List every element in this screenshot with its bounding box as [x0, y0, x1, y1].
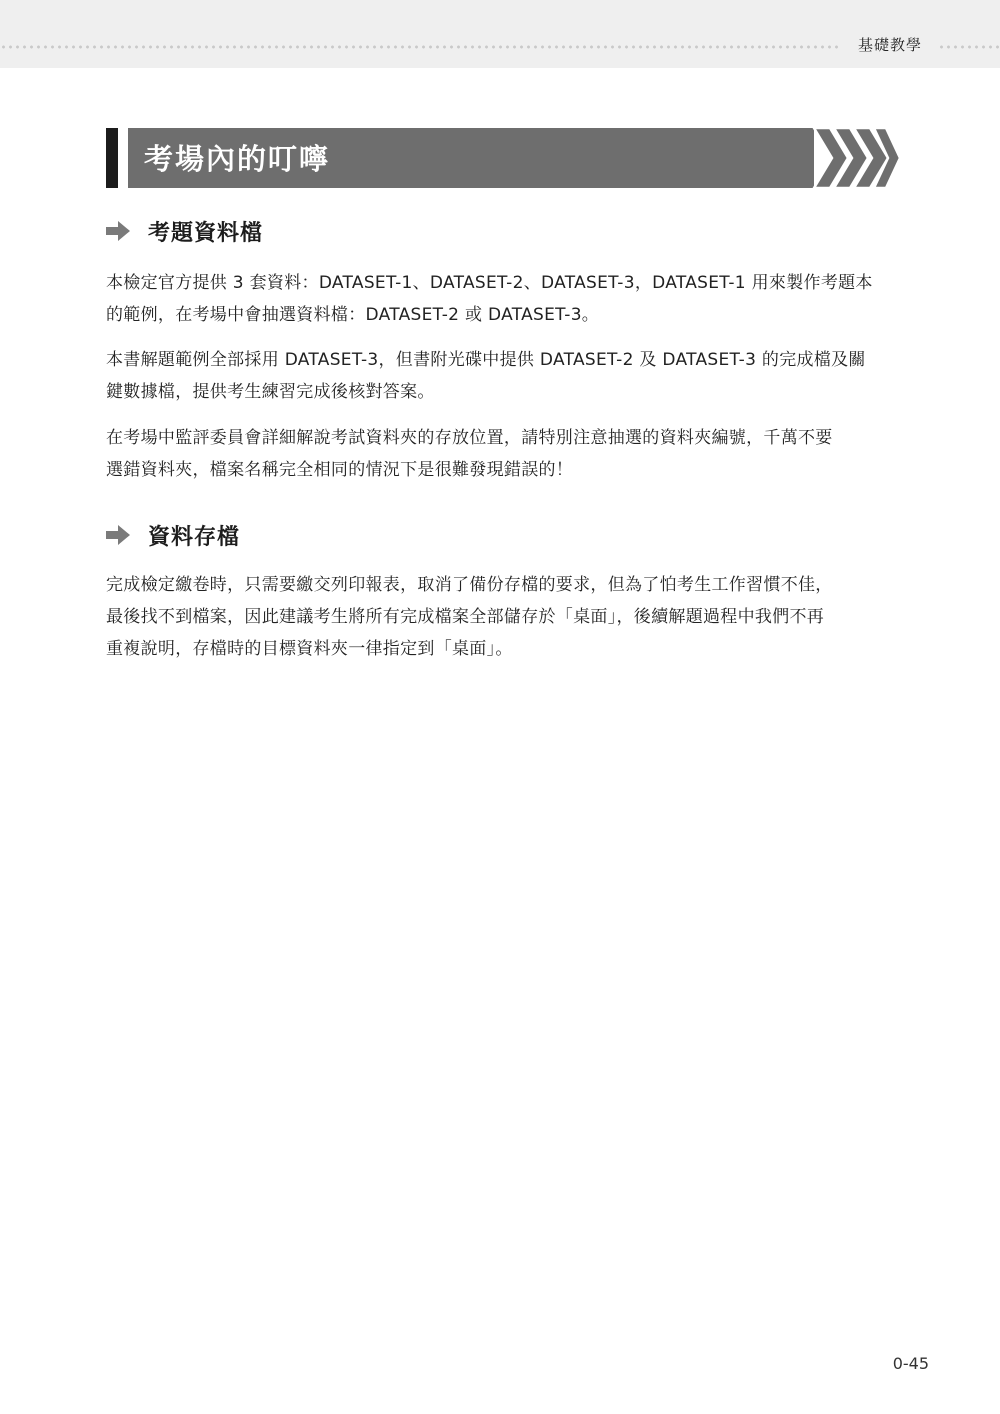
paragraph-line: 鍵數據檔，提供考生練習完成後核對答案。: [106, 382, 435, 402]
section-heading-label: 考題資料檔: [148, 220, 264, 246]
section-heading: [106, 518, 240, 552]
paragraph-line: 本檢定官方提供 3 套資料：DATASET-1、DATASET-2、DATASET-3，DATASET-1 用來製作考題本: [106, 273, 873, 293]
paragraph-line: 完成檢定繳卷時，只需要繳交列印報表，取消了備份存檔的要求，但為了怕考生工作習慣不佳，: [106, 575, 833, 595]
paragraph: [106, 569, 906, 665]
running-header: [0, 0, 1000, 68]
paragraph-line: 最後找不到檔案，因此建議考生將所有完成檔案全部儲存於「桌面」，後續解題過程中我們不再: [106, 607, 825, 627]
title-accent-bar: [106, 128, 118, 188]
page-number: 0-45: [892, 1354, 929, 1373]
header-dotted-rule: [0, 45, 842, 49]
right-arrow-icon: [106, 525, 130, 545]
section-heading: [106, 214, 263, 248]
chevrons-right-icon: [810, 126, 902, 190]
page-title: 考場內的叮嚀: [144, 142, 331, 176]
header-dotted-rule: [938, 45, 1000, 49]
right-arrow-icon: [106, 221, 130, 241]
running-head-title: 基礎教學: [852, 35, 928, 55]
paragraph-line: 的範例，在考場中會抽選資料檔：DATASET-2 或 DATASET-3。: [106, 305, 600, 325]
paragraph: [106, 344, 906, 408]
paragraph-line: 選錯資料夾，檔案名稱完全相同的情況下是很難發現錯誤的！: [106, 460, 574, 480]
section-heading-label: 資料存檔: [148, 524, 241, 550]
paragraph-line: 在考場中監評委員會詳細解說考試資料夾的存放位置，請特別注意抽選的資料夾編號，千萬不要: [106, 428, 833, 448]
paragraph: [106, 422, 906, 486]
paragraph-line: 本書解題範例全部採用 DATASET-3，但書附光碟中提供 DATASET-2 及 DATASET-3 的完成檔及關: [106, 350, 866, 370]
paragraph-line: 重複說明，存檔時的目標資料夾一律指定到「桌面」。: [106, 639, 513, 659]
paragraph: [106, 267, 906, 331]
